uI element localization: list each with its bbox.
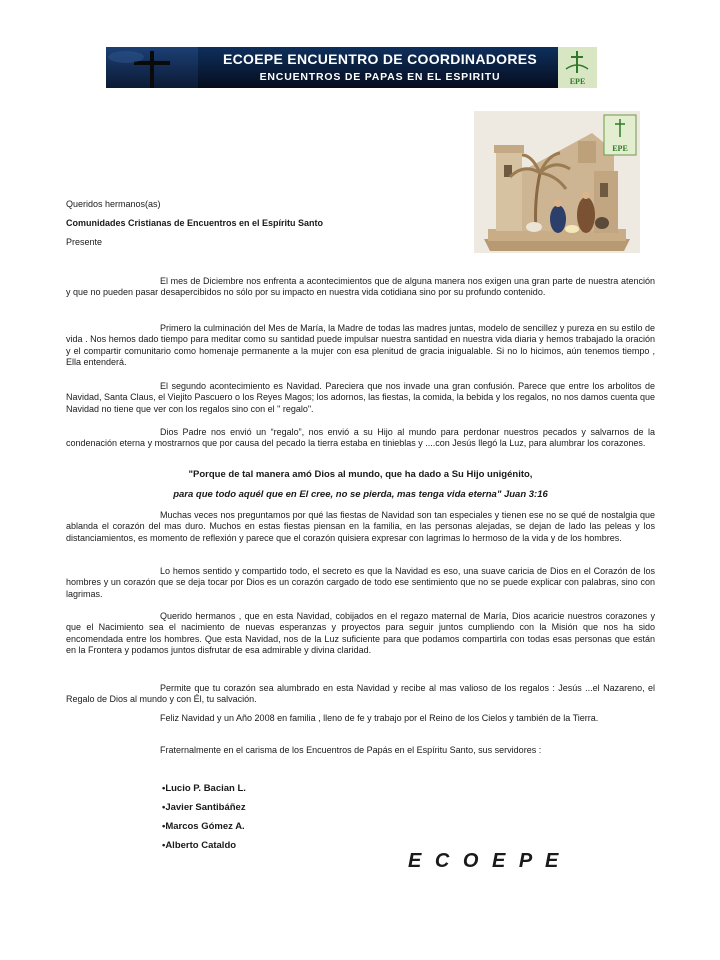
- header-banner: [106, 47, 597, 88]
- banner-logo-text: EPE: [569, 77, 586, 86]
- paragraph-9: Feliz Navidad y un Año 2008 en familia , lleno de fe y trabajo por el Reino de los Cielos y también de la Tierra.: [160, 713, 599, 723]
- greeting-line-3: Presente: [66, 237, 103, 247]
- banner-subtitle: ENCUENTROS DE PAPAS EN EL ESPIRITU: [259, 71, 501, 83]
- paragraph-3: El segundo acontecimiento es Navidad. Pareciera que nos invade una gran confusión. Parece que entre los arbolitos de Navidad, Santa Claus, el Viejito Pascuero o los Reyes Magos; los adornos, las fiestas, la comida, la bebida y los regalos, no nos damos cuenta que Navidad no tiene que ver con los regalos sino con el " regalo".: [66, 381, 655, 414]
- photo-logo-text: EPE: [612, 144, 628, 153]
- paragraph-2: Primero la culminación del Mes de María, la Madre de todas las madres juntas, modelo de sencillez y pureza en su estilo de vida . Nos hemos dado tiempo para meditar como su santidad puede impulsar nuestra santidad en nuestra vida diaria y hemos trabajado la oración y el compartir comunitario como homenaje permanente a la mujer con esa plenitud de gracia inigualable. Si no lo hicimos, aún tenemos tiempo , Ella entenderá.: [66, 323, 655, 368]
- paragraph-6: Lo hemos sentido y compartido todo, el secreto es que la Navidad es eso, una suave caricia de Dios en el Corazón de los hombres y un corazón que se deja tocar por Dios es un corazón cargado de todo ese sentimiento que no se puede explicar con palabras, sino con lagrimas.: [66, 566, 655, 599]
- greeting-line-2: Comunidades Cristianas de Encuentros en el Espíritu Santo: [66, 218, 324, 228]
- paragraph-8: Permite que tu corazón sea alumbrado en esta Navidad y recibe al mas valioso de los regalos : Jesús ...el Nazareno, el Regalo de Dios al mundo y con Él, tu salvación.: [66, 683, 655, 705]
- greeting-line-1: Queridos hermanos(as): [66, 199, 161, 209]
- bible-quote-line-1: "Porque de tal manera amó Dios al mundo, que ha dado a Su Hijo unigénito,: [188, 469, 533, 480]
- crucifix-image: [106, 47, 198, 88]
- paragraph-5: Muchas veces nos preguntamos por qué las fiestas de Navidad son tan especiales y tienen ese no se qué de nostalgia que ablanda el corazón del mas duro. Muchos en estas fiestas piensan en la familia, en las personas alejadas, se dejan de lado las peleas y los distanciamientos, es momento de reflexión y parece que el corazón quisiera expresar con lagrimas lo hermoso de la vida y de los hombres.: [66, 510, 655, 543]
- paragraph-10: Fraternalmente en el carisma de los Encuentros de Papás en el Espíritu Santo, sus servidores :: [160, 745, 542, 755]
- banner-title: ECOEPE ENCUENTRO DE COORDINADORES: [222, 51, 538, 67]
- signer-2: •Javier Santibáñez: [162, 802, 246, 813]
- epe-logo: [558, 47, 597, 88]
- signer-4: •Alberto Cataldo: [162, 840, 237, 851]
- paragraph-4: Dios Padre nos envió un “regalo”, nos envió a su Hijo al mundo para perdonar nuestros pecados y salvarnos de la condenación eterna y mostrarnos que por causa del pecado la tierra estaba en tinieblas y ....con Jesús llegó la Luz, para alumbrar los corazones.: [66, 427, 655, 449]
- nativity-scene-image: [474, 111, 640, 253]
- signer-1: •Lucio P. Bacian L.: [162, 783, 246, 794]
- paragraph-1: El mes de Diciembre nos enfrenta a acontecimientos que de alguna manera nos exigen una gran parte de nuestra atención y que no pueden pasar desapercibidos no sólo por su impacto en nuestra vida cotidiana sino por su profundo contenido.: [66, 276, 655, 298]
- paragraph-7: Querido hermanos , que en esta Navidad, cobijados en el regazo maternal de María, Dios acaricie nuestros corazones y que el Nacimiento sea el nacimiento de nuevas esperanzas y proyectos para seguir juntos cumpliendo con la Misión que nos ha sido encomendada entre los hombres. Que esta Navidad, nos de la Luz suficiente para que podamos compartirla con todas esas personas que están en la Frontera y podamos juntos disfrutar de esa admirable y divina claridad.: [66, 611, 655, 656]
- bible-quote-line-2: para que todo aquél que en El cree, no se pierda, mas tenga vida eterna" Juan 3:16: [173, 489, 548, 500]
- closing-signature: E C O E P E: [408, 850, 563, 872]
- signer-3: •Marcos Gómez A.: [162, 821, 245, 832]
